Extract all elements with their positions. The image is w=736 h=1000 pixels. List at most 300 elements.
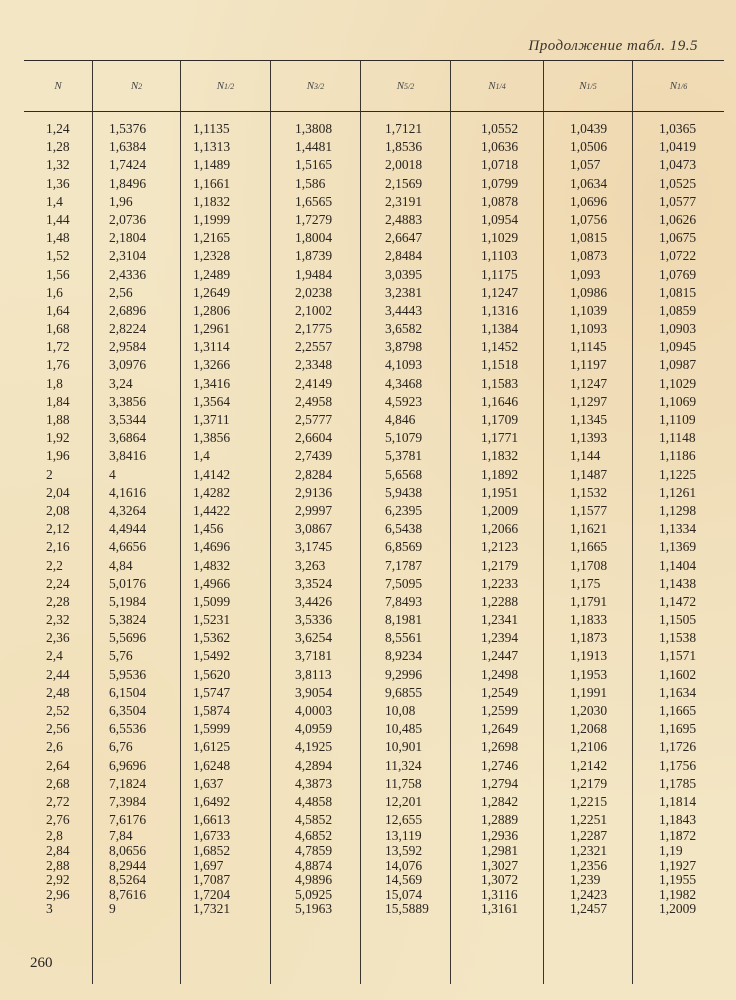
table-cell: 1,057: [570, 157, 601, 173]
header-exponent: 1/5: [586, 81, 597, 91]
table-cell: 1,1145: [570, 339, 607, 355]
table-cell: 1,1186: [659, 448, 696, 464]
table-cell: 1,0799: [481, 175, 519, 191]
table-cell: 14,076: [385, 857, 423, 873]
table-cell: 1,1384: [481, 321, 519, 337]
table-cell: 8,0656: [109, 842, 147, 858]
table-cell: 1,2889: [481, 812, 519, 828]
header-base: N: [54, 80, 62, 92]
table-cell: 1,1039: [570, 302, 608, 318]
header-exponent: 5/2: [404, 81, 415, 91]
table-cell: 1,2009: [659, 901, 697, 917]
table-cell: 1,1953: [570, 666, 608, 682]
column-header-n-pow-1-4: [450, 61, 543, 111]
table-cell: 1,2806: [193, 302, 231, 318]
table-cell: 1,3808: [295, 121, 333, 136]
table-cell: 1,2698: [481, 739, 519, 755]
table-cell: 4,2894: [295, 757, 333, 773]
header-exponent: 1/2: [224, 81, 235, 91]
table-cell: 1,1438: [659, 575, 697, 591]
table-cell: 4,6656: [109, 539, 147, 555]
table-cell: 1,2394: [481, 630, 519, 646]
table-cell: 1,5874: [193, 703, 231, 718]
table-cell: 1,4: [193, 448, 210, 464]
table-cell: 1,1726: [659, 739, 697, 755]
table-cell: 7,1787: [385, 557, 423, 573]
table-cell: 3,0395: [385, 266, 423, 282]
column-header-n-pow-5-2: [360, 61, 450, 111]
table-cell: 1,2106: [570, 739, 608, 755]
table-cell: 2,9584: [109, 339, 147, 355]
table-cell: 1,2066: [481, 521, 519, 537]
page-number: 260: [30, 955, 53, 971]
table-cell: 1,2356: [570, 857, 608, 873]
table-cell: 1,6125: [193, 739, 231, 755]
table-cell: 1,28: [46, 139, 70, 155]
table-cell: 8,1981: [385, 612, 423, 628]
table-cell: 1,0634: [570, 175, 608, 191]
table-cell: 1,3027: [481, 857, 519, 873]
table-cell: 1,144: [570, 448, 601, 464]
table-cell: 14,569: [385, 872, 423, 888]
table-cell: 5,1079: [385, 430, 423, 446]
table-cell: 2,64: [46, 757, 70, 773]
table-cell: 1,32: [46, 157, 70, 173]
table-cell: 2,88: [46, 857, 70, 873]
table-cell: 1,7204: [193, 886, 231, 902]
table-cell: 1,0954: [481, 211, 519, 227]
table-cell: 1,64: [46, 302, 70, 318]
table-cell: 1,92: [46, 430, 70, 446]
table-cell: 3,4426: [295, 593, 333, 609]
table-cell: 1,2233: [481, 575, 519, 591]
table-cell: 1,96: [109, 193, 133, 209]
table-cell: 1,3266: [193, 357, 231, 373]
table-cell: 1,1532: [570, 484, 608, 500]
table-cell: 2,8: [46, 828, 63, 844]
table-cell: 2,4149: [295, 375, 333, 391]
table-cell: 1,2549: [481, 684, 519, 700]
table-cell: 5,1984: [109, 593, 147, 609]
column-header-n: [24, 61, 92, 111]
table-cell: 3,8416: [109, 448, 147, 464]
table-cell: 1,175: [570, 575, 601, 591]
table-cell: 1,2489: [193, 266, 231, 282]
table-cell: 1,1951: [481, 484, 519, 500]
table-cell: 1,0859: [659, 302, 697, 318]
table-cell: 5,9438: [385, 484, 423, 500]
table-cell: 11,758: [385, 775, 422, 791]
table-cell: 9: [109, 901, 116, 917]
table-cell: 1,96: [46, 448, 70, 464]
table-cell: 1,2447: [481, 648, 519, 664]
table-cell: 3,0976: [109, 357, 147, 373]
table-cell: 13,119: [385, 828, 422, 844]
table-cell: 1,1999: [193, 211, 231, 227]
table-cell: 1,239: [570, 872, 601, 888]
table-cell: 3,3856: [109, 393, 147, 409]
table-cell: 2,8224: [109, 321, 147, 337]
table-cell: 1,1872: [659, 828, 697, 844]
table-cell: 1,637: [193, 775, 224, 791]
table-cell: 1,2457: [570, 901, 608, 917]
table-cell: 3,6254: [295, 630, 333, 646]
table-cell: 1,1404: [659, 557, 697, 573]
table-cell: 1,2649: [481, 721, 519, 737]
table-cell: 1,586: [295, 175, 326, 191]
table-cell: 1,0903: [659, 321, 697, 337]
table-cell: 4,0959: [295, 721, 333, 737]
table-cell: 1,6852: [193, 842, 231, 858]
table-cell: 1,6248: [193, 757, 231, 773]
header-exponent: 3/2: [314, 81, 325, 91]
table-cell: 1,5492: [193, 648, 231, 664]
table-cell: 1,1814: [659, 793, 697, 809]
table-cell: 4,1616: [109, 484, 147, 500]
table-cell: 8,9234: [385, 648, 423, 664]
table-cell: 2,48: [46, 684, 70, 700]
table-cell: 1,4832: [193, 557, 231, 573]
table-cell: 1,7087: [193, 872, 231, 888]
table-cell: 15,5889: [385, 901, 429, 917]
table-cell: 1,2794: [481, 775, 519, 791]
table-cell: 3,1745: [295, 539, 333, 555]
table-cell: 6,1504: [109, 684, 147, 700]
table-cell: 1,0365: [659, 121, 697, 136]
header-base: N: [488, 80, 496, 92]
table-cell: 2,9997: [295, 502, 333, 518]
table-cell: 6,8569: [385, 539, 423, 555]
table-cell: 1,5165: [295, 157, 333, 173]
table-cell: 1,1571: [659, 648, 697, 664]
table-cell: 1,1029: [659, 375, 697, 391]
table-cell: 2,36: [46, 630, 70, 646]
table-cell: 1,1452: [481, 339, 519, 355]
table-cell: 1,0878: [481, 193, 519, 209]
table-cell: 5,1963: [295, 901, 333, 917]
table-cell: 1,1832: [481, 448, 519, 464]
table-cell: 1,6492: [193, 793, 231, 809]
table-cell: 1,1297: [570, 393, 608, 409]
header-base: N: [669, 80, 678, 92]
table-cell: 10,08: [385, 703, 416, 718]
table-cell: 1,2423: [570, 886, 608, 902]
table-cell: 1,1103: [481, 248, 518, 264]
table-cell: 1,1518: [481, 357, 519, 373]
header-base: N: [216, 80, 225, 92]
table-cell: 1,44: [46, 211, 70, 227]
table-cell: 2,4: [46, 648, 63, 664]
table-cell: 1,84: [46, 393, 70, 409]
table-cell: 1,2599: [481, 703, 519, 718]
table-cell: 1,1833: [570, 612, 608, 628]
table-cell: 7,5095: [385, 575, 423, 591]
table-cell: 1,0815: [659, 284, 697, 300]
table-cell: 1,8739: [295, 248, 333, 264]
table-cell: 5,0176: [109, 575, 147, 591]
table-cell: 1,2215: [570, 793, 608, 809]
table-cell: 2,44: [46, 666, 70, 682]
table-cell: 2,84: [46, 842, 70, 858]
table-cell: 1,7424: [109, 157, 147, 173]
table-cell: 1,1982: [659, 886, 697, 902]
table-cell: 1,5747: [193, 684, 231, 700]
header-exponent: 2: [138, 81, 143, 91]
table-cell: 1,5376: [109, 121, 147, 136]
table-cell: 2,28: [46, 593, 70, 609]
table-cell: 1,2123: [481, 539, 519, 555]
table-header: [24, 61, 724, 111]
table-cell: 5,76: [109, 648, 133, 664]
table-cell: 1,0525: [659, 175, 697, 191]
table-cell: 1,3711: [193, 412, 230, 427]
column-n-pow-1-4: [450, 112, 543, 984]
table-cell: 1,1538: [659, 630, 697, 646]
table-cell: 1,3116: [481, 886, 518, 902]
table-cell: 1,76: [46, 357, 70, 373]
table-cell: 7,1824: [109, 775, 147, 791]
table-cell: 1,0506: [570, 139, 608, 155]
table-cell: 1,1602: [659, 666, 697, 682]
table-cell: 1,1489: [193, 157, 231, 173]
table-cell: 1,1225: [659, 466, 697, 482]
table-cell: 4,5852: [295, 812, 333, 828]
table-cell: 2,8284: [295, 466, 333, 482]
table-cell: 1,1109: [659, 412, 696, 427]
table-cell: 1,1661: [193, 175, 231, 191]
table-cell: 2,12: [46, 521, 70, 537]
table-cell: 4,1925: [295, 739, 333, 755]
table-cell: 1,3072: [481, 872, 519, 888]
column-n: [24, 112, 92, 984]
table-cell: 1,1175: [481, 266, 518, 282]
column-header-n-pow-1-2: [180, 61, 270, 111]
table-cell: 3,263: [295, 557, 326, 573]
table-cell: 2,6896: [109, 302, 147, 318]
table-cell: 4,3264: [109, 502, 147, 518]
table-cell: 1,0945: [659, 339, 697, 355]
table-cell: 1,4422: [193, 502, 231, 518]
table-cell: 1,9484: [295, 266, 333, 282]
table-cell: 1,3161: [481, 901, 519, 917]
table-cell: 3,7181: [295, 648, 333, 664]
table-cell: 1,0987: [659, 357, 697, 373]
table-cell: 2,32: [46, 612, 70, 628]
table-cell: 1,1487: [570, 466, 608, 482]
table-cell: 1,1029: [481, 230, 519, 246]
table-cell: 1,8496: [109, 175, 147, 191]
table-cell: 1,0986: [570, 284, 608, 300]
table-cell: 1,1771: [481, 430, 519, 446]
table-caption: Продолжение табл. 19.5: [528, 38, 698, 54]
table-cell: 2,68: [46, 775, 70, 791]
table-cell: 3,4443: [385, 302, 423, 318]
table-cell: 1,1955: [659, 872, 697, 888]
header-base: N: [579, 80, 587, 92]
table-cell: 4,4944: [109, 521, 147, 537]
table-cell: 6,3504: [109, 703, 147, 718]
table-cell: 1,2961: [193, 321, 231, 337]
table-cell: 1,5362: [193, 630, 231, 646]
table-cell: 1,2179: [570, 775, 608, 791]
table-cell: 3: [46, 901, 53, 917]
table-cell: 1,72: [46, 339, 70, 355]
table-cell: 4,4858: [295, 793, 333, 809]
table-cell: 1,1708: [570, 557, 608, 573]
table-cell: 5,6568: [385, 466, 423, 482]
table-cell: 1,697: [193, 857, 224, 873]
table-cell: 2,3191: [385, 193, 423, 209]
table-cell: 1,0815: [570, 230, 608, 246]
table-cell: 1,5999: [193, 721, 231, 737]
table-cell: 1,8536: [385, 139, 423, 155]
table-cell: 1,1927: [659, 857, 697, 873]
table-cell: 5,3781: [385, 448, 423, 464]
table-cell: 8,7616: [109, 886, 147, 902]
table-cell: 1,0718: [481, 157, 519, 173]
table-cell: 2,76: [46, 812, 70, 828]
table-cell: 1,1665: [570, 539, 608, 555]
table-cell: 1,52: [46, 248, 70, 264]
table-cell: 2,08: [46, 502, 70, 518]
table-cell: 1,1345: [570, 412, 608, 427]
table-cell: 1,1709: [481, 412, 519, 427]
table-cell: 1,2842: [481, 793, 519, 809]
table-cell: 1,2321: [570, 842, 608, 858]
table-cell: 1,1577: [570, 502, 608, 518]
table-cell: 2,56: [109, 284, 133, 300]
table-cell: 1,0675: [659, 230, 697, 246]
table-cell: 2: [46, 466, 53, 482]
table-cell: 1,2068: [570, 721, 608, 737]
table-cell: 1,6613: [193, 812, 231, 828]
table-cell: 9,6855: [385, 684, 423, 700]
table-cell: 4,0003: [295, 703, 333, 718]
table-cell: 2,56: [46, 721, 70, 737]
table-cell: 1,1665: [659, 703, 697, 718]
table-cell: 3,0867: [295, 521, 333, 537]
table-cell: 3,9054: [295, 684, 333, 700]
table-cell: 1,1148: [659, 430, 696, 446]
table-cell: 11,324: [385, 757, 422, 773]
table-cell: 1,456: [193, 521, 224, 537]
table-cell: 6,9696: [109, 757, 147, 773]
table-cell: 1,2328: [193, 248, 231, 264]
table-cell: 1,1197: [570, 357, 607, 373]
column-n-pow-3-2: [270, 112, 360, 984]
table-cell: 1,3416: [193, 375, 231, 391]
table-cell: 3,2381: [385, 284, 423, 300]
table-cell: 1,2936: [481, 828, 519, 844]
header-base: N: [130, 80, 139, 92]
table-cell: 2,7439: [295, 448, 333, 464]
table-cell: 1,6384: [109, 139, 147, 155]
table-cell: 3,5336: [295, 612, 333, 628]
table-cell: 1,2341: [481, 612, 519, 628]
table-cell: 2,4883: [385, 211, 423, 227]
table-cell: 1,2030: [570, 703, 608, 718]
table-cell: 1,1991: [570, 684, 608, 700]
table-cell: 1,2287: [570, 828, 608, 844]
table-cell: 1,5099: [193, 593, 231, 609]
table-cell: 1,7121: [385, 121, 423, 136]
table-cell: 1,2179: [481, 557, 519, 573]
table-cell: 5,9536: [109, 666, 147, 682]
table-cell: 6,5438: [385, 521, 423, 537]
table-cell: 4: [109, 466, 116, 482]
table-cell: 1,1093: [570, 321, 608, 337]
table-cell: 4,9896: [295, 872, 333, 888]
table-cell: 2,92: [46, 872, 70, 888]
table-cell: 1,1913: [570, 648, 608, 664]
table-cell: 2,4336: [109, 266, 147, 282]
header-exponent: 1/6: [677, 81, 688, 91]
table-cell: 7,84: [109, 828, 133, 844]
table-cell: 2,96: [46, 886, 70, 902]
table-cell: 1,1505: [659, 612, 697, 628]
table-cell: 3,8798: [385, 339, 423, 355]
table-cell: 1,8: [46, 375, 63, 391]
table-cell: 1,8004: [295, 230, 333, 246]
table-cell: 1,1785: [659, 775, 697, 791]
column-header-n-pow-1-6: [632, 61, 724, 111]
table-cell: 1,1313: [193, 139, 231, 155]
table-cell: 1,4282: [193, 484, 231, 500]
table-cell: 1,0636: [481, 139, 519, 155]
column-n-pow-5-2: [360, 112, 450, 984]
table-cell: 1,1695: [659, 721, 697, 737]
table-cell: 7,6176: [109, 812, 147, 828]
table-cell: 2,0736: [109, 211, 147, 227]
table-cell: 1,1791: [570, 593, 608, 609]
table-cell: 1,1247: [481, 284, 519, 300]
table-cell: 1,1393: [570, 430, 608, 446]
table-cell: 1,2746: [481, 757, 519, 773]
table-cell: 9,2996: [385, 666, 423, 682]
table-cell: 1,56: [46, 266, 70, 282]
table-cell: 8,5264: [109, 872, 147, 888]
column-header-n-squared: [92, 61, 180, 111]
table-cell: 5,5696: [109, 630, 147, 646]
table-cell: 2,5777: [295, 412, 333, 427]
table-cell: 3,5344: [109, 412, 147, 427]
table-cell: 1,2288: [481, 593, 519, 609]
table-cell: 2,24: [46, 575, 70, 591]
table-cell: 5,3824: [109, 612, 147, 628]
table-cell: 6,5536: [109, 721, 147, 737]
table-cell: 1,3114: [193, 339, 230, 355]
table-cell: 1,1369: [659, 539, 697, 555]
table-cell: 1,1634: [659, 684, 697, 700]
column-n-pow-1-2: [180, 112, 270, 984]
column-header-n-pow-1-5: [543, 61, 632, 111]
table-cell: 1,5620: [193, 666, 231, 682]
table-cell: 4,3873: [295, 775, 333, 791]
table-cell: 2,04: [46, 484, 70, 500]
table-cell: 1,0473: [659, 157, 697, 173]
table-cell: 1,2649: [193, 284, 231, 300]
table-cell: 4,1093: [385, 357, 423, 373]
table-cell: 1,1756: [659, 757, 697, 773]
table-cell: 1,0626: [659, 211, 697, 227]
table-cell: 2,3348: [295, 357, 333, 373]
table-cell: 8,2944: [109, 857, 147, 873]
table-cell: 2,8484: [385, 248, 423, 264]
table-cell: 2,1002: [295, 302, 333, 318]
table-cell: 1,1873: [570, 630, 608, 646]
table-cell: 1,0696: [570, 193, 608, 209]
table-cell: 1,48: [46, 230, 70, 246]
